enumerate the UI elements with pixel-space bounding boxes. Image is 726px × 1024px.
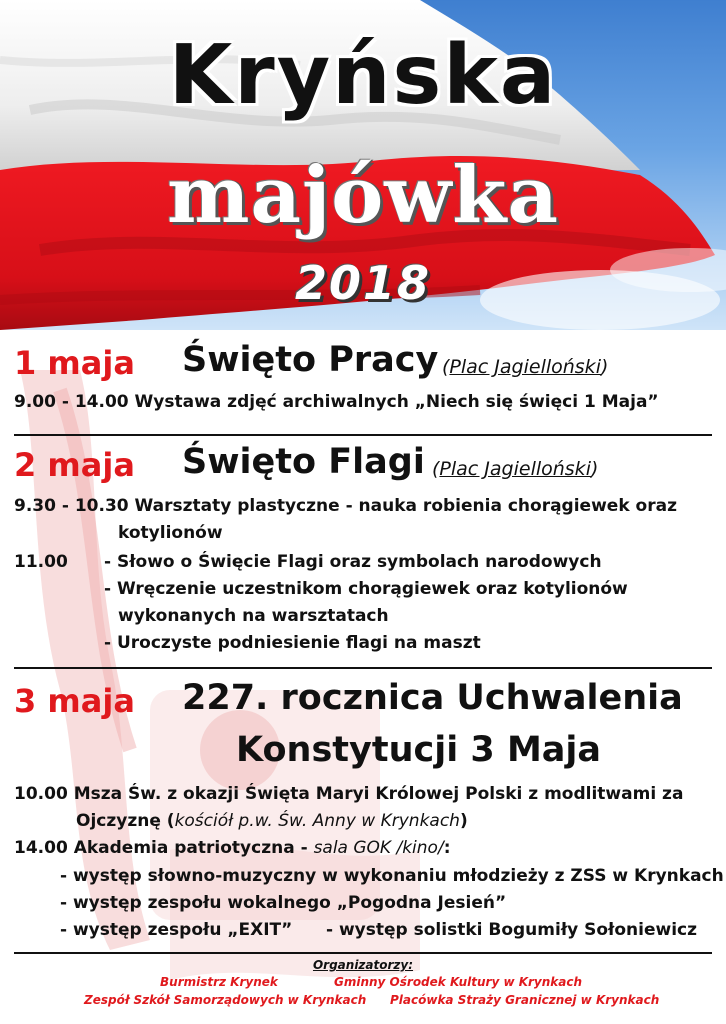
schedule-line: - Uroczyste podniesienie flagi na maszt (104, 633, 481, 653)
schedule-line: 9.30 - 10.30 Warsztaty plastyczne - nauka robienia chorągiewek oraz (14, 496, 677, 516)
organizer-item: Burmistrz Krynek (160, 975, 278, 989)
divider (14, 952, 712, 954)
organizers-label: Organizatorzy: (312, 958, 414, 972)
schedule-line: - występ słowno-muzyczny w wykonaniu młodzieży z ZSS w Krynkach (60, 866, 724, 886)
organizer-item: Zespół Szkół Samorządowych w Krynkach (84, 993, 367, 1007)
organizer-item: Placówka Straży Granicznej w Krynkach (390, 993, 660, 1007)
divider (14, 667, 712, 669)
event-title-line-1: 227. rocznica Uchwalenia (182, 678, 683, 718)
event-title: Święto Flagi (182, 442, 425, 482)
schedule-line: kotylionów (118, 523, 223, 543)
schedule-line: - Wręczenie uczestnikom chorągiewek oraz kotylionów (104, 579, 628, 599)
event-title: Święto Pracy (182, 340, 439, 380)
event-title-line-2: Konstytucji 3 Maja (236, 730, 602, 770)
schedule-line: 9.00 - 14.00 Wystawa zdjęć archiwalnych „Niech się święci 1 Maja” (14, 392, 659, 412)
title-line-1: Kryńska (168, 28, 558, 123)
day-label: 1 maja (14, 344, 135, 382)
program-content (0, 330, 726, 1024)
organizer-item: Gminny Ośrodek Kultury w Krynkach (334, 975, 583, 989)
divider (14, 434, 712, 436)
schedule-line: - występ zespołu „EXIT” (60, 920, 293, 940)
schedule-line: wykonanych na warsztatach (118, 606, 389, 626)
schedule-line: - występ zespołu wokalnego „Pogodna Jesień” (60, 893, 507, 913)
schedule-line: Ojczyznę (kościół p.w. Św. Anny w Krynkach) (76, 811, 468, 831)
schedule-line: - Słowo o Święcie Flagi oraz symbolach narodowych (104, 552, 602, 572)
header-banner (0, 0, 726, 330)
place-label: (Plac Jagielloński) (442, 356, 609, 378)
schedule-time: 11.00 (14, 552, 68, 572)
title-year: 2018 (294, 256, 432, 310)
day-label: 3 maja (14, 682, 135, 720)
schedule-line: - występ solistki Bogumiły Sołoniewicz (326, 920, 698, 940)
schedule-line: 10.00 Msza Św. z okazji Święta Maryi Królowej Polski z modlitwami za (14, 784, 684, 804)
day-label: 2 maja (14, 446, 135, 484)
place-label: (Plac Jagielloński) (432, 458, 599, 480)
schedule-line: 14.00 Akademia patriotyczna - sala GOK /kino/: (14, 838, 451, 858)
title-line-2: majówka (166, 150, 560, 241)
